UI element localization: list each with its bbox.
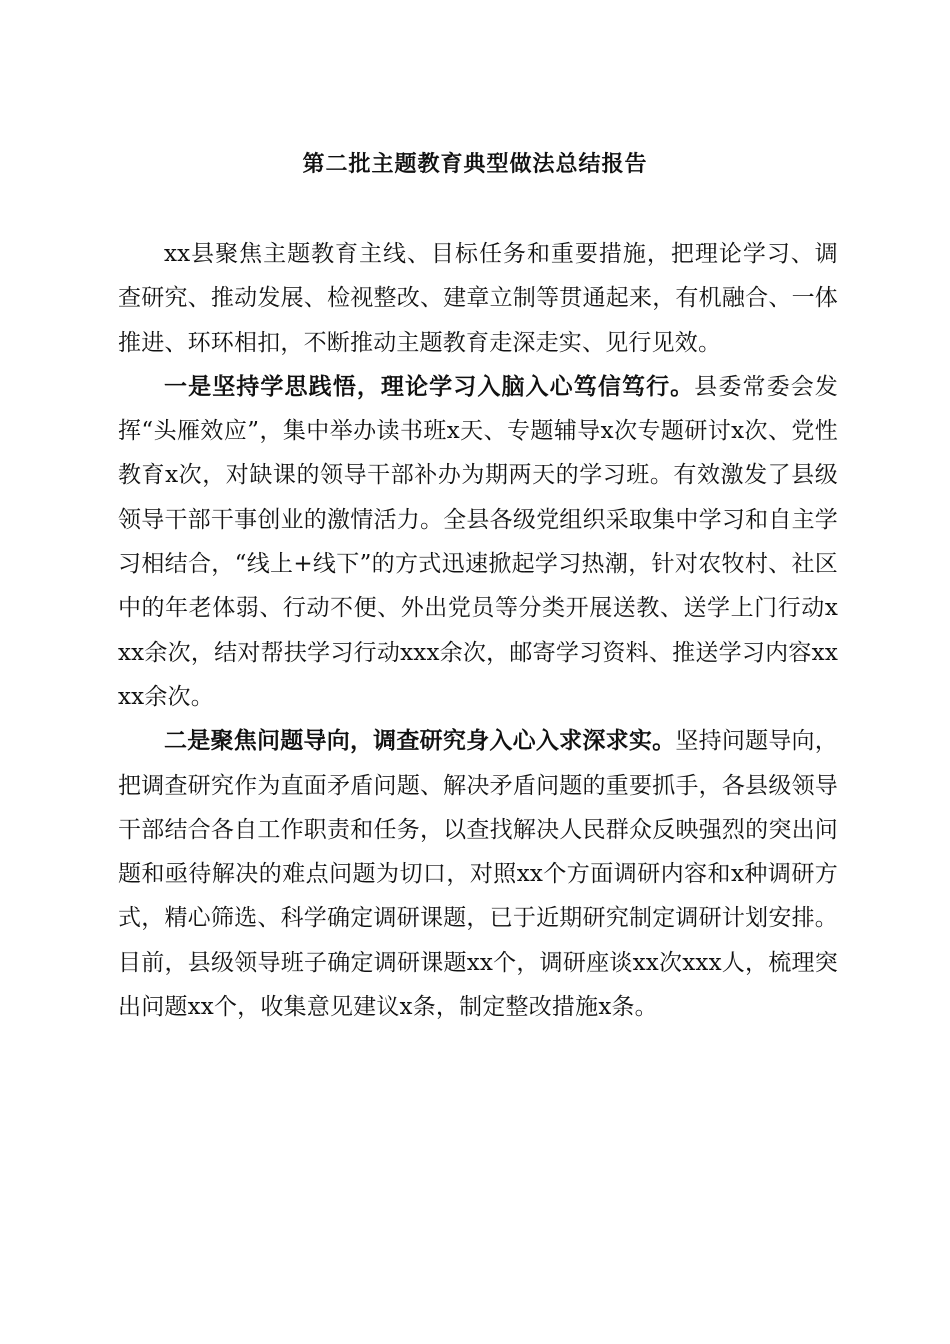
paragraph-intro-text: xx县聚焦主题教育主线、目标任务和重要措施，把理论学习、调查研究、推动发展、检视整改、建章立制等贯通起来，有机融合、一体推进、环环相扣，不断推动主题教育走深走实、见行见效。 [118,241,838,356]
document-body [118,232,838,1029]
paragraph-research-text: 坚持问题导向，把调查研究作为直面矛盾问题、解决矛盾问题的重要抓手，各县级领导干部结合各自工作职责和任务，以查找解决人民群众反映强烈的突出问题和亟待解决的难点问题为切口，对照xx个方面调研内容和x种调研方式，精心筛选、科学确定调研课题，已于近期研究制定调研计划安排。目前，县级领导班子确定调研课题xx个，调研座谈xx次xxx人，梳理突出问题xx个，收集意见建议x条，制定整改措施x条。 [118,728,838,1021]
paragraph-theory-study-heading: 一是坚持学思践悟，理论学习入脑入心笃信笃行。 [164,372,695,400]
paragraph-theory-study [118,365,838,719]
paragraph-intro [118,232,838,365]
document-title: 第二批主题教育典型做法总结报告 [302,151,648,177]
paragraph-research-heading: 二是聚焦问题导向，调查研究身入心入求深求实。 [164,727,676,755]
paragraph-research [118,719,838,1029]
paragraph-theory-study-text: 县委常委会发挥“头雁效应”，集中举办读书班x天、专题辅导x次专题研讨x次、党性教育x次，对缺课的领导干部补办为期两天的学习班。有效激发了县级领导干部干事创业的激情活力。全县各级党组织采取集中学习和自主学习相结合，“线上+线下”的方式迅速掀起学习热潮，针对农牧村、社区中的年老体弱、行动不便、外出党员等分类开展送教、送学上门行动xxx余次，结对帮扶学习行动xxx余次，邮寄学习资料、推送学习内容xxxx余次。 [118,373,838,710]
